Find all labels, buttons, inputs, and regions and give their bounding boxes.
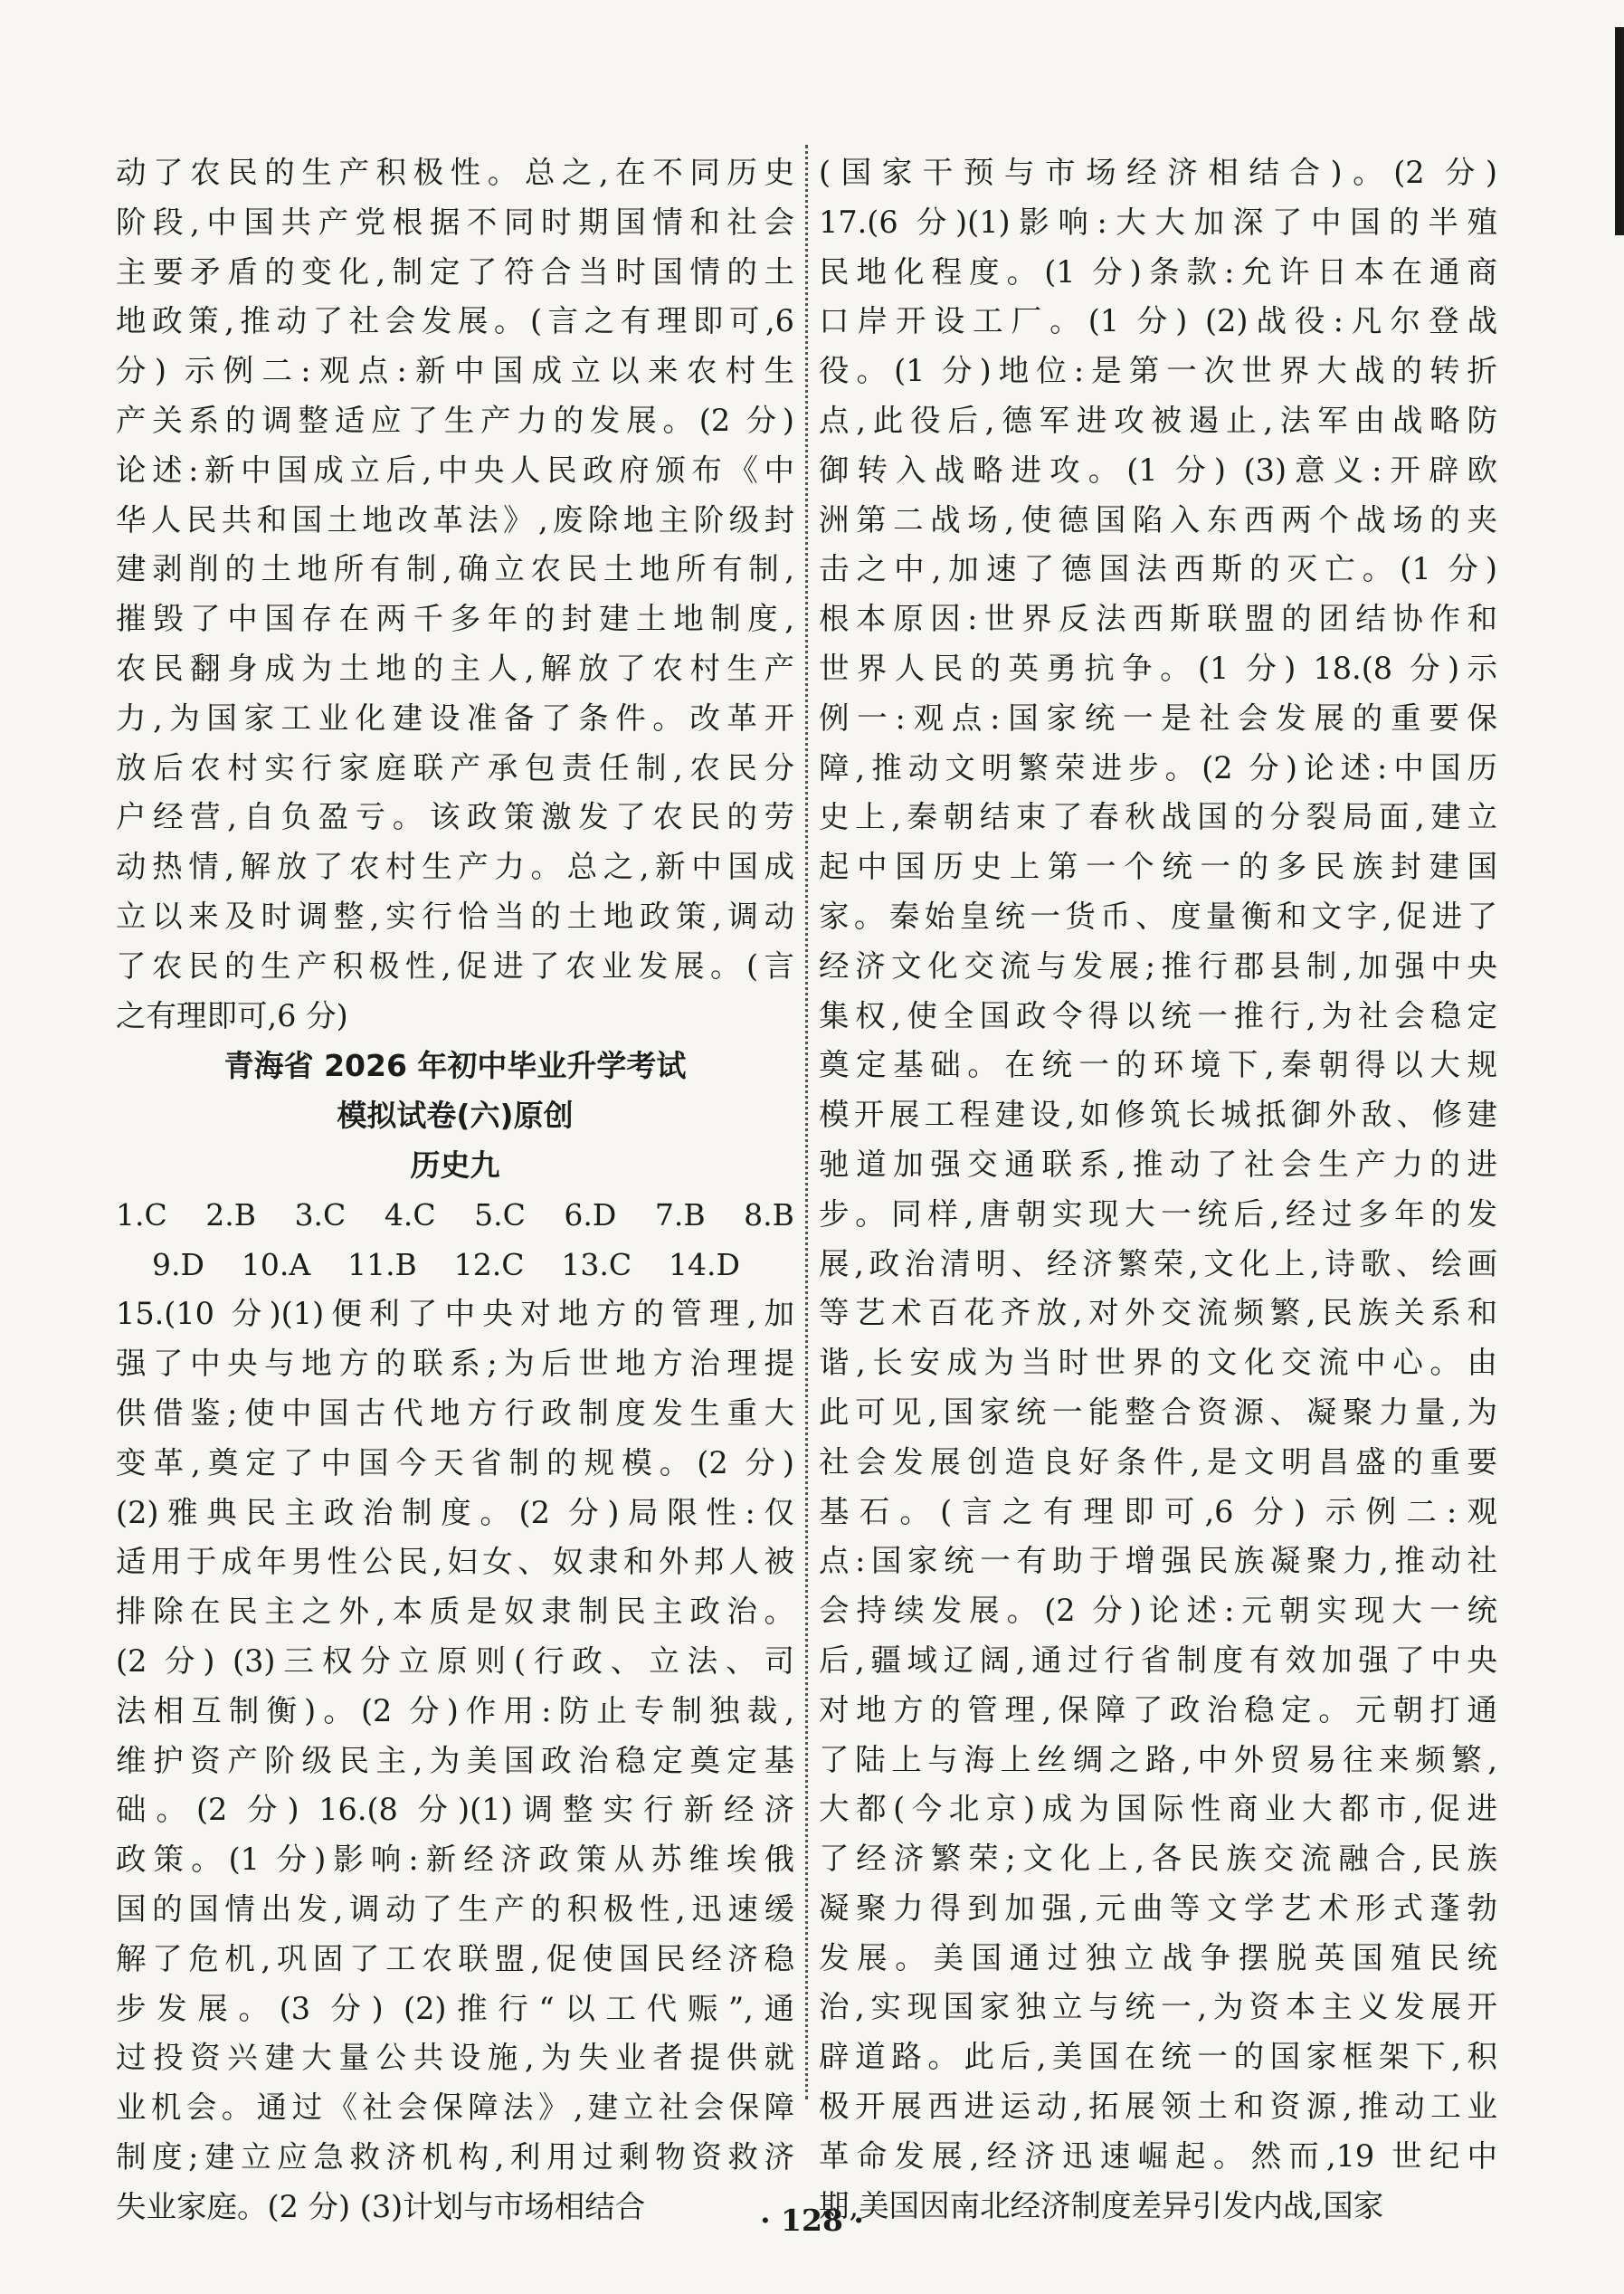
choice-answer: 6.D xyxy=(564,1197,617,1233)
scan-edge-mark xyxy=(1615,27,1624,235)
text-line: 展,政治清明、经济繁荣,文化上,诗歌、绘画 xyxy=(819,1245,1497,1281)
exam-title-line1: 青海省 2026 年初中毕业升学考试 xyxy=(223,1048,687,1084)
column-divider xyxy=(805,145,808,2099)
choice-answer: 4.C xyxy=(384,1197,436,1233)
text-line: 阶段,中国共产党根据不同时期国情和社会 xyxy=(116,204,794,240)
text-line: 适用于成年男性公民,妇女、奴隶和外邦人被 xyxy=(116,1544,794,1580)
text-line: 摧毁了中国存在两千多年的封建土地制度, xyxy=(116,601,794,637)
text-line: 谐,长安成为当时世界的文化交流中心。由 xyxy=(819,1345,1497,1381)
text-line: 集权,使全国政令得以统一推行,为社会稳定 xyxy=(819,997,1497,1033)
text-line: 失业家庭。(2 分) (3)计划与市场相结合 xyxy=(116,2188,646,2224)
choice-answers-row1 xyxy=(116,1190,794,1240)
text-line: 世界人民的英勇抗争。(1 分) 18.(8 分)示 xyxy=(819,650,1497,686)
text-line: 法相互制衡)。(2 分)作用:防止专制独裁, xyxy=(116,1692,794,1728)
text-line: 史上,秦朝结束了春秋战国的分裂局面,建立 xyxy=(819,799,1497,835)
choice-answer: 5.C xyxy=(474,1197,526,1233)
text-line: 制度;建立应急救济机构,利用过剩物资救济 xyxy=(116,2138,794,2175)
text-line: 洲第二战场,使德国陷入东西两个战场的夹 xyxy=(819,501,1497,538)
text-line: 起中国历史上第一个统一的多民族封建国 xyxy=(819,849,1497,885)
choice-answer: 1.C xyxy=(116,1197,167,1233)
exam-title xyxy=(116,1041,794,1190)
text-line: 维护资产阶级民主,为美国政治稳定奠定基 xyxy=(116,1742,794,1778)
text-line: 华人民共和国土地改革法》,废除地主阶级封 xyxy=(116,501,794,538)
text-line: 立以来及时调整,实行恰当的土地政策,调动 xyxy=(116,898,794,934)
exam-title-line3: 历史九 xyxy=(410,1147,500,1184)
text-line: 基石。(言之有理即可,6 分) 示例二:观 xyxy=(819,1493,1497,1529)
text-line: 户经营,自负盈亏。该政策激发了农民的劳 xyxy=(116,799,794,835)
text-line: 主要矛盾的变化,制定了符合当时国情的土 xyxy=(116,253,794,290)
text-line: 家。秦始皇统一货币、度量衡和文字,促进了 xyxy=(819,898,1497,934)
choice-answer: 3.C xyxy=(294,1197,347,1233)
text-line: 革命发展,经济迅速崛起。然而,19 世纪中 xyxy=(819,2137,1497,2174)
text-line: 放后农村实行家庭联产承包责任制,农民分 xyxy=(116,749,794,785)
text-line: (2)雅典民主政治制度。(2 分)局限性:仅 xyxy=(116,1494,794,1530)
text-line: 治,实现国家独立与统一,为资本主义发展开 xyxy=(819,1989,1497,2025)
text-line: 凝聚力得到加强,元曲等文学艺术形式蓬勃 xyxy=(819,1889,1497,1926)
text-line: 变革,奠定了中国今天省制的规模。(2 分) xyxy=(116,1444,794,1480)
choice-answer: 9.D xyxy=(152,1247,204,1283)
text-line: 点:国家统一有助于增强民族凝聚力,推动社 xyxy=(819,1543,1497,1579)
text-line: 力,为国家工业化建设准备了条件。改革开 xyxy=(116,700,794,736)
text-line: 了农民的生产积极性,促进了农业发展。(言 xyxy=(116,947,794,984)
choice-answer: 11.B xyxy=(347,1247,417,1283)
text-line: 供借鉴;使中国古代地方行政制度发生重大 xyxy=(116,1394,794,1431)
text-line: 等艺术百花齐放,对外交流频繁,民族关系和 xyxy=(819,1295,1497,1331)
choice-answer: 10.A xyxy=(241,1247,311,1283)
choice-answer: 14.D xyxy=(669,1247,740,1283)
text-line: 经济文化交流与发展;推行郡县制,加强中央 xyxy=(819,947,1497,984)
text-line: 发展。美国通过独立战争摆脱英国殖民统 xyxy=(819,1939,1497,1975)
text-line: 会持续发展。(2 分)论述:元朝实现大一统 xyxy=(819,1593,1497,1629)
text-line: 政策。(1 分)影响:新经济政策从苏维埃俄 xyxy=(116,1842,794,1878)
text-line: 障,推动文明繁荣进步。(2 分)论述:中国历 xyxy=(819,749,1497,785)
text-line: 业机会。通过《社会保障法》,建立社会保障 xyxy=(116,2089,794,2126)
exam-title-line2: 模拟试卷(六)原创 xyxy=(337,1098,574,1134)
text-line: 御转入战略进攻。(1 分) (3)意义:开辟欧 xyxy=(819,452,1497,488)
page-number: · 128 · xyxy=(760,2203,864,2238)
left-text-bottom xyxy=(116,1290,794,2232)
text-line: 役。(1 分)地位:是第一次世界大战的转折 xyxy=(819,353,1497,389)
choice-answer: 13.C xyxy=(561,1247,632,1283)
choice-answer: 8.B xyxy=(744,1197,794,1233)
left-column xyxy=(116,148,794,2232)
text-line: 分) 示例二:观点:新中国成立以来农村生 xyxy=(116,353,794,389)
text-line: 模开展工程建设,如修筑长城抵御外敌、修建 xyxy=(819,1097,1497,1133)
text-line: 点,此役后,德军进攻被遏止,法军由战略防 xyxy=(819,402,1497,438)
text-line: 论述:新中国成立后,中央人民政府颁布《中 xyxy=(116,452,794,488)
left-text-top xyxy=(116,148,794,1041)
text-line: 击之中,加速了德国法西斯的灭亡。(1 分) xyxy=(819,551,1497,587)
text-line: 大都(今北京)成为国际性商业大都市,促进 xyxy=(819,1791,1497,1827)
choice-answer: 7.B xyxy=(654,1197,706,1233)
text-line: 例一:观点:国家统一是社会发展的重要保 xyxy=(819,700,1497,736)
text-line: 根本原因:世界反法西斯联盟的团结协作和 xyxy=(819,601,1497,637)
text-line: 了陆上与海上丝绸之路,中外贸易往来频繁, xyxy=(819,1741,1497,1777)
text-line: 强了中央与地方的联系;为后世地方治理提 xyxy=(116,1346,794,1382)
text-line: 建剥削的土地所有制,确立农民土地所有制, xyxy=(116,551,794,587)
text-line: 15.(10 分)(1)便利了中央对地方的管理,加 xyxy=(116,1296,794,1332)
text-line: 此可见,国家统一能整合资源、凝聚力量,为 xyxy=(819,1394,1497,1430)
choice-answers xyxy=(116,1190,794,1290)
choice-answer: 2.B xyxy=(205,1197,257,1233)
text-line: 础。(2 分) 16.(8 分)(1)调整实行新经济 xyxy=(116,1792,794,1828)
text-line: (2 分) (3)三权分立原则(行政、立法、司 xyxy=(116,1642,794,1679)
text-line: 农民翻身成为土地的主人,解放了农村生产 xyxy=(116,650,794,686)
text-line: 奠定基础。在统一的环境下,秦朝得以大规 xyxy=(819,1047,1497,1083)
text-line: 极开展西进运动,拓展领土和资源,推动工业 xyxy=(819,2089,1497,2125)
text-line: 动热情,解放了农村生产力。总之,新中国成 xyxy=(116,849,794,885)
text-line: 过投资兴建大量公共设施,为失业者提供就 xyxy=(116,2040,794,2076)
text-line: (国家干预与市场经济相结合)。(2 分) xyxy=(819,155,1497,190)
text-line: 辟道路。此后,美国在统一的国家框架下,积 xyxy=(819,2039,1497,2075)
text-line: 排除在民主之外,本质是奴隶制民主政治。 xyxy=(116,1594,794,1630)
right-column xyxy=(819,148,1497,2231)
text-line: 步发展。(3 分) (2)推行“以工代赈”,通 xyxy=(116,1990,794,2026)
text-line: 对地方的管理,保障了政治稳定。元朝打通 xyxy=(819,1691,1497,1728)
text-line: 产关系的调整适应了生产力的发展。(2 分) xyxy=(116,402,794,438)
choice-answers-row2 xyxy=(116,1240,794,1290)
text-line: 了经济繁荣;文化上,各民族交流融合,民族 xyxy=(819,1841,1497,1877)
choice-answer: 12.C xyxy=(453,1247,525,1283)
text-line: 17.(6 分)(1)影响:大大加深了中国的半殖 xyxy=(819,204,1497,240)
text-line: 民地化程度。(1 分)条款:允许日本在通商 xyxy=(819,253,1497,290)
text-line: 之有理即可,6 分) xyxy=(116,997,348,1033)
text-line: 期,美国因南北经济制度差异引发内战,国家 xyxy=(819,2187,1384,2223)
text-line: 步。同样,唐朝实现大一统后,经过多年的发 xyxy=(819,1195,1497,1232)
text-line: 动了农民的生产积极性。总之,在不同历史 xyxy=(116,155,794,190)
text-line: 口岸开设工厂。(1 分) (2)战役:凡尔登战 xyxy=(819,303,1497,339)
text-line: 社会发展创造良好条件,是文明昌盛的重要 xyxy=(819,1443,1497,1480)
text-line: 地政策,推动了社会发展。(言之有理即可,6 xyxy=(116,303,794,339)
text-line: 解了危机,巩固了工农联盟,促使国民经济稳 xyxy=(116,1940,794,1976)
text-line: 驰道加强交通联系,推动了社会生产力的进 xyxy=(819,1146,1497,1182)
text-line: 国的国情出发,调动了生产的积极性,迅速缓 xyxy=(116,1890,794,1927)
text-line: 后,疆域辽阔,通过行省制度有效加强了中央 xyxy=(819,1642,1497,1678)
